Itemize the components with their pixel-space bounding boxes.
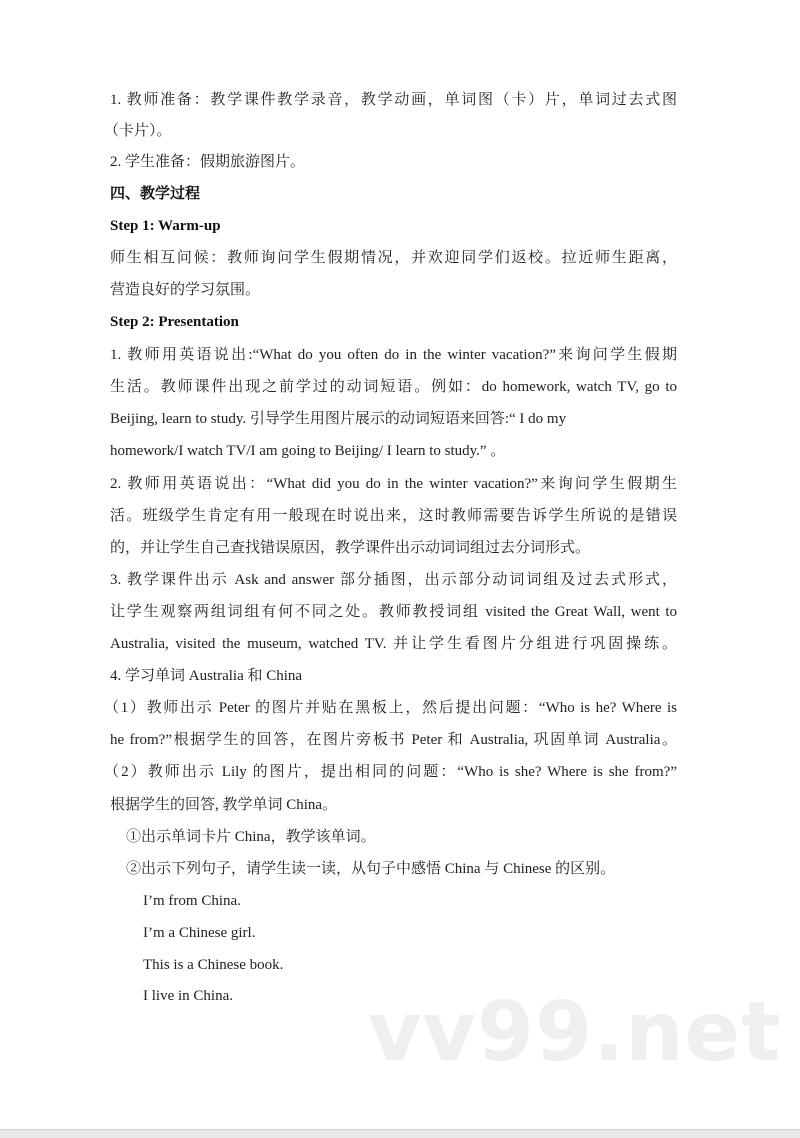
text-line: he from?”根据学生的回答，在图片旁板书 Peter 和 Australia, 巩固单词 Australia。 bbox=[110, 732, 677, 748]
step-heading: Step 1: Warm-up bbox=[110, 218, 221, 234]
text-line: 2. 学生准备：假期旅游图片。 bbox=[110, 154, 306, 170]
text-line: ①出示单词卡片 China，教学该单词。 bbox=[126, 829, 376, 845]
text-line: 1. 教师准备：教学课件教学录音，教学动画，单词图（卡）片，单词过去式图 bbox=[110, 92, 677, 108]
example-sentence: I live in China. bbox=[143, 988, 233, 1004]
text-line: 3. 教学课件出示 Ask and answer 部分插图，出示部分动词词组及过去式形式， bbox=[110, 572, 677, 588]
text-line: 师生相互问候：教师询问学生假期情况，并欢迎同学们返校。拉近师生距离， bbox=[110, 250, 677, 266]
text-line: homework/I watch TV/I am going to Beijing/ I learn to study.” 。 bbox=[110, 443, 506, 459]
text-line: 4. 学习单词 Australia 和 China bbox=[110, 668, 303, 684]
text-line: 2. 教师用英语说出：“What did you do in the winter vacation?”来询问学生假期生 bbox=[110, 476, 677, 492]
section-heading: 四、教学过程 bbox=[110, 186, 201, 202]
text-line: 根据学生的回答, 教学单词 China。 bbox=[110, 797, 338, 813]
text-line: （2）教师出示 Lily 的图片，提出相同的问题：“Who is she? Where is she from?” bbox=[104, 764, 677, 780]
text-line: ②出示下列句子，请学生读一读，从句子中感悟 China 与 Chinese 的区别。 bbox=[126, 861, 616, 877]
text-line: 的，并让学生自己查找错误原因，教学课件出示动词词组过去分词形式。 bbox=[110, 540, 591, 556]
text-line: 活。班级学生肯定有用一般现在时说出来，这时教师需要告诉学生所说的是错误 bbox=[110, 508, 677, 524]
text-line: Australia, visited the museum, watched TV. 并让学生看图片分组进行巩固操练。 bbox=[110, 636, 677, 652]
text-line: 营造良好的学习氛围。 bbox=[110, 282, 261, 298]
watermark: vv99.net bbox=[368, 985, 782, 1080]
text-line: Beijing, learn to study. 引导学生用图片展示的动词短语来回答:“ I do my bbox=[110, 411, 567, 427]
text-line: 生活。教师课件出现之前学过的动词短语。例如：do homework, watch TV, go to bbox=[110, 379, 677, 395]
text-line: （卡片）。 bbox=[104, 123, 172, 139]
example-sentence: I’m from China. bbox=[143, 893, 241, 909]
example-sentence: I’m a Chinese girl. bbox=[143, 925, 256, 941]
text-line: （1）教师出示 Peter 的图片并贴在黑板上，然后提出问题：“Who is he? Where is bbox=[104, 700, 677, 716]
example-sentence: This is a Chinese book. bbox=[143, 957, 284, 973]
step-heading: Step 2: Presentation bbox=[110, 314, 239, 330]
text-line: 让学生观察两组词组有何不同之处。教师教授词组 visited the Great Wall, went to bbox=[110, 604, 677, 620]
text-line: 1. 教师用英语说出:“What do you often do in the winter vacation?”来询问学生假期 bbox=[110, 347, 677, 363]
